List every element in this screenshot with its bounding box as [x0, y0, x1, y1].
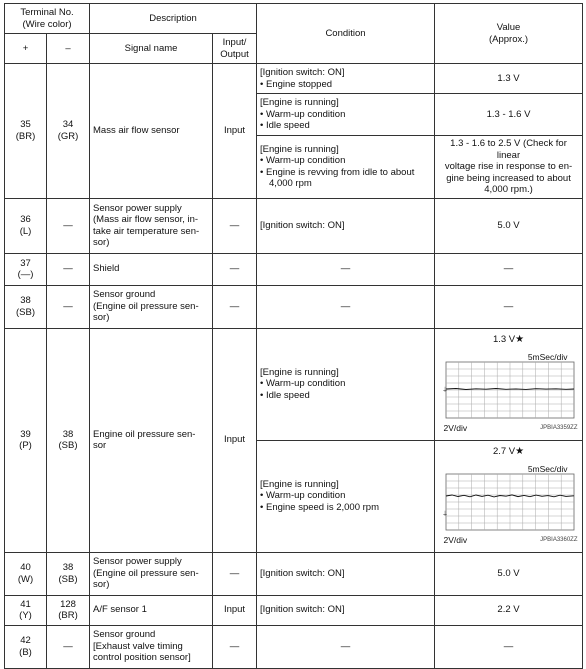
terminal-minus-37: —: [47, 253, 90, 285]
condition-line: [Engine is running]: [260, 366, 339, 378]
condition-line: • Warm-up condition: [260, 155, 346, 167]
signal-line: Sensor ground: [93, 289, 156, 301]
table-row: [5, 64, 583, 94]
table-row: [5, 328, 583, 440]
io-type: Input: [213, 64, 257, 199]
terminal-minus-35: [47, 64, 90, 199]
wire-color: (BR): [58, 610, 78, 621]
wire-color: (SB): [16, 306, 35, 318]
signal-name: [90, 328, 213, 552]
terminal-number: 41: [20, 598, 31, 610]
header-io-line1: Input/: [222, 37, 247, 48]
table-row: [5, 552, 583, 595]
wire-color: (B): [19, 646, 32, 658]
io-type: Input: [213, 595, 257, 625]
signal-line: (Mass air flow sensor, in-: [93, 214, 199, 225]
header-value: [435, 4, 583, 64]
condition-cell: —: [257, 285, 435, 328]
waveform-grid-svg: [441, 362, 574, 418]
header-description: Description: [90, 4, 257, 34]
terminal-minus-40: [47, 552, 90, 595]
condition-cell: [Ignition switch: ON]: [257, 198, 435, 253]
waveform-value: [440, 446, 578, 458]
signal-line: Engine oil pressure sen-: [93, 428, 196, 440]
star-icon: ★: [515, 446, 525, 457]
value-cell: 2.2 V: [435, 595, 583, 625]
signal-line: Sensor ground: [93, 629, 156, 641]
terminal-number: 38: [62, 562, 74, 573]
value-line: voltage rise in response to en-: [444, 161, 573, 172]
wire-color: (SB): [58, 573, 78, 585]
value-cell: [435, 136, 583, 199]
value-cell: —: [435, 285, 583, 328]
io-type: —: [213, 552, 257, 595]
grid-lines: [446, 362, 574, 418]
value-line: gine being increased to about: [446, 172, 571, 184]
header-terminal-no-label: Terminal No.: [20, 7, 74, 18]
value-cell: 1.3 - 1.6 V: [435, 94, 583, 136]
io-type: —: [213, 285, 257, 328]
figure-code: JPBIA3360ZZ: [540, 536, 578, 543]
header-signal-name: Signal name: [90, 34, 213, 64]
condition-cell: [257, 136, 435, 199]
condition-line: • Warm-up condition: [260, 490, 346, 502]
oscilloscope-waveform: [440, 334, 578, 434]
wire-color: (W): [17, 573, 34, 585]
wire-color: (P): [19, 440, 32, 451]
terminal-minus-39: [47, 328, 90, 552]
header-io-line2: Output: [220, 48, 249, 60]
terminal-minus-42: —: [47, 625, 90, 668]
io-type: —: [213, 625, 257, 668]
io-type: Input: [213, 328, 257, 552]
grid-lines: [446, 474, 574, 530]
condition-line: [Ignition switch: ON]: [260, 67, 345, 78]
signal-name: [90, 552, 213, 595]
waveform-voltage: 2.7 V: [492, 446, 516, 457]
header-io: [213, 34, 257, 64]
condition-line: • Engine stopped: [260, 78, 333, 90]
header-approx-label: (Approx.): [488, 33, 529, 45]
signal-line: control position sensor]: [93, 652, 191, 664]
io-type: —: [213, 253, 257, 285]
table-row: [5, 198, 583, 253]
table-row: [5, 595, 583, 625]
time-division: 5mSec/div: [527, 464, 568, 474]
voltage-division: 2V/div: [443, 534, 468, 545]
condition-cell: [Ignition switch: ON]: [257, 552, 435, 595]
condition-cell: [257, 440, 435, 552]
signal-line: Sensor power supply: [93, 556, 182, 568]
terminal-plus-41: [5, 595, 47, 625]
header-minus: –: [47, 34, 90, 64]
terminal-plus-38: [5, 285, 47, 328]
terminal-minus-38: —: [47, 285, 90, 328]
ground-marker: ⏚: [441, 388, 448, 394]
signal-line: Sensor power supply: [93, 202, 182, 214]
header-plus: +: [5, 34, 47, 64]
signal-line: sor: [93, 440, 107, 451]
signal-line: (Engine oil pressure sen-: [93, 300, 199, 312]
figure-code: JPBIA3359ZZ: [540, 424, 578, 431]
condition-line: 4,000 rpm: [269, 178, 312, 190]
value-cell: —: [435, 253, 583, 285]
condition-cell: [257, 328, 435, 440]
wire-color: (GR): [57, 130, 79, 142]
value-cell: [435, 440, 583, 552]
terminal-plus-36: [5, 198, 47, 253]
terminal-minus-36: —: [47, 198, 90, 253]
waveform-voltage: 1.3 V: [492, 334, 516, 345]
signal-name: [90, 625, 213, 668]
header-terminal-no: [5, 4, 90, 34]
signal-line: take air temperature sen-: [93, 225, 200, 237]
terminal-minus-41: [47, 595, 90, 625]
condition-cell: [Ignition switch: ON]: [257, 595, 435, 625]
table-row: [5, 625, 583, 668]
value-cell: 5.0 V: [435, 198, 583, 253]
condition-line: • Engine speed is 2,000 rpm: [260, 501, 379, 513]
condition-line: [Engine is running]: [260, 97, 339, 109]
signal-line: sor): [93, 237, 110, 248]
terminal-number: 42: [20, 635, 31, 646]
condition-line: [Engine is running]: [260, 143, 339, 155]
value-line: 4,000 rpm.): [484, 184, 533, 195]
value-line: 1.3 - 1.6 to 2.5 V (Check for linear: [450, 138, 567, 161]
waveform-value: [440, 334, 578, 346]
terminal-plus-42: [5, 625, 47, 668]
condition-line: [Engine is running]: [260, 478, 339, 490]
terminal-number: 34: [62, 119, 74, 131]
terminal-number: 36: [20, 214, 31, 225]
table-row: [5, 285, 583, 328]
signal-name: Shield: [90, 253, 213, 285]
signal-line: [Exhaust valve timing: [93, 640, 183, 652]
header-wire-color-label: (Wire color): [22, 18, 72, 30]
wire-color: (BR): [15, 130, 36, 142]
signal-line: sor): [93, 312, 110, 324]
condition-cell: [257, 94, 435, 136]
signal-name: [90, 285, 213, 328]
terminal-number: 37: [20, 257, 31, 269]
star-icon: ★: [515, 334, 525, 345]
signal-line: (Engine oil pressure sen-: [93, 567, 199, 579]
condition-cell: —: [257, 253, 435, 285]
io-type: —: [213, 198, 257, 253]
terminal-plus-37: [5, 253, 47, 285]
terminal-number: 128: [60, 598, 76, 610]
wire-color: (L): [19, 225, 32, 237]
condition-line: • Engine is revving from idle to about: [260, 166, 415, 178]
header-value-label: Value: [496, 22, 521, 33]
table-row: [5, 253, 583, 285]
condition-line: • Warm-up condition: [260, 378, 346, 390]
terminal-number: 35: [20, 119, 31, 131]
terminal-plus-40: [5, 552, 47, 595]
wire-color: (—): [17, 269, 34, 280]
condition-cell: —: [257, 625, 435, 668]
terminal-number: 38: [20, 295, 31, 306]
condition-cell: [257, 64, 435, 94]
terminal-plus-35: [5, 64, 47, 199]
voltage-division: 2V/div: [443, 422, 468, 433]
value-cell: [435, 328, 583, 440]
condition-line: • Idle speed: [260, 120, 310, 132]
condition-line: • Idle speed: [260, 389, 310, 401]
terminal-number: 38: [62, 428, 74, 440]
signal-line: sor): [93, 579, 110, 591]
oscilloscope-waveform: [440, 446, 578, 546]
value-cell: 5.0 V: [435, 552, 583, 595]
wire-color: (SB): [58, 440, 78, 451]
ecm-terminal-table: [4, 3, 583, 669]
value-cell: —: [435, 625, 583, 668]
ground-marker: ⏚: [441, 512, 448, 518]
condition-line: • Warm-up condition: [260, 108, 346, 120]
terminal-number: 39: [20, 428, 31, 440]
waveform-grid-svg: [441, 474, 574, 530]
header-condition: Condition: [257, 4, 435, 64]
value-cell: 1.3 V: [435, 64, 583, 94]
signal-name: A/F sensor 1: [90, 595, 213, 625]
wire-color: (Y): [19, 610, 32, 621]
terminal-number: 40: [20, 562, 31, 573]
time-division: 5mSec/div: [527, 352, 568, 362]
terminal-plus-39: [5, 328, 47, 552]
signal-name: Mass air flow sensor: [90, 64, 213, 199]
signal-name: [90, 198, 213, 253]
